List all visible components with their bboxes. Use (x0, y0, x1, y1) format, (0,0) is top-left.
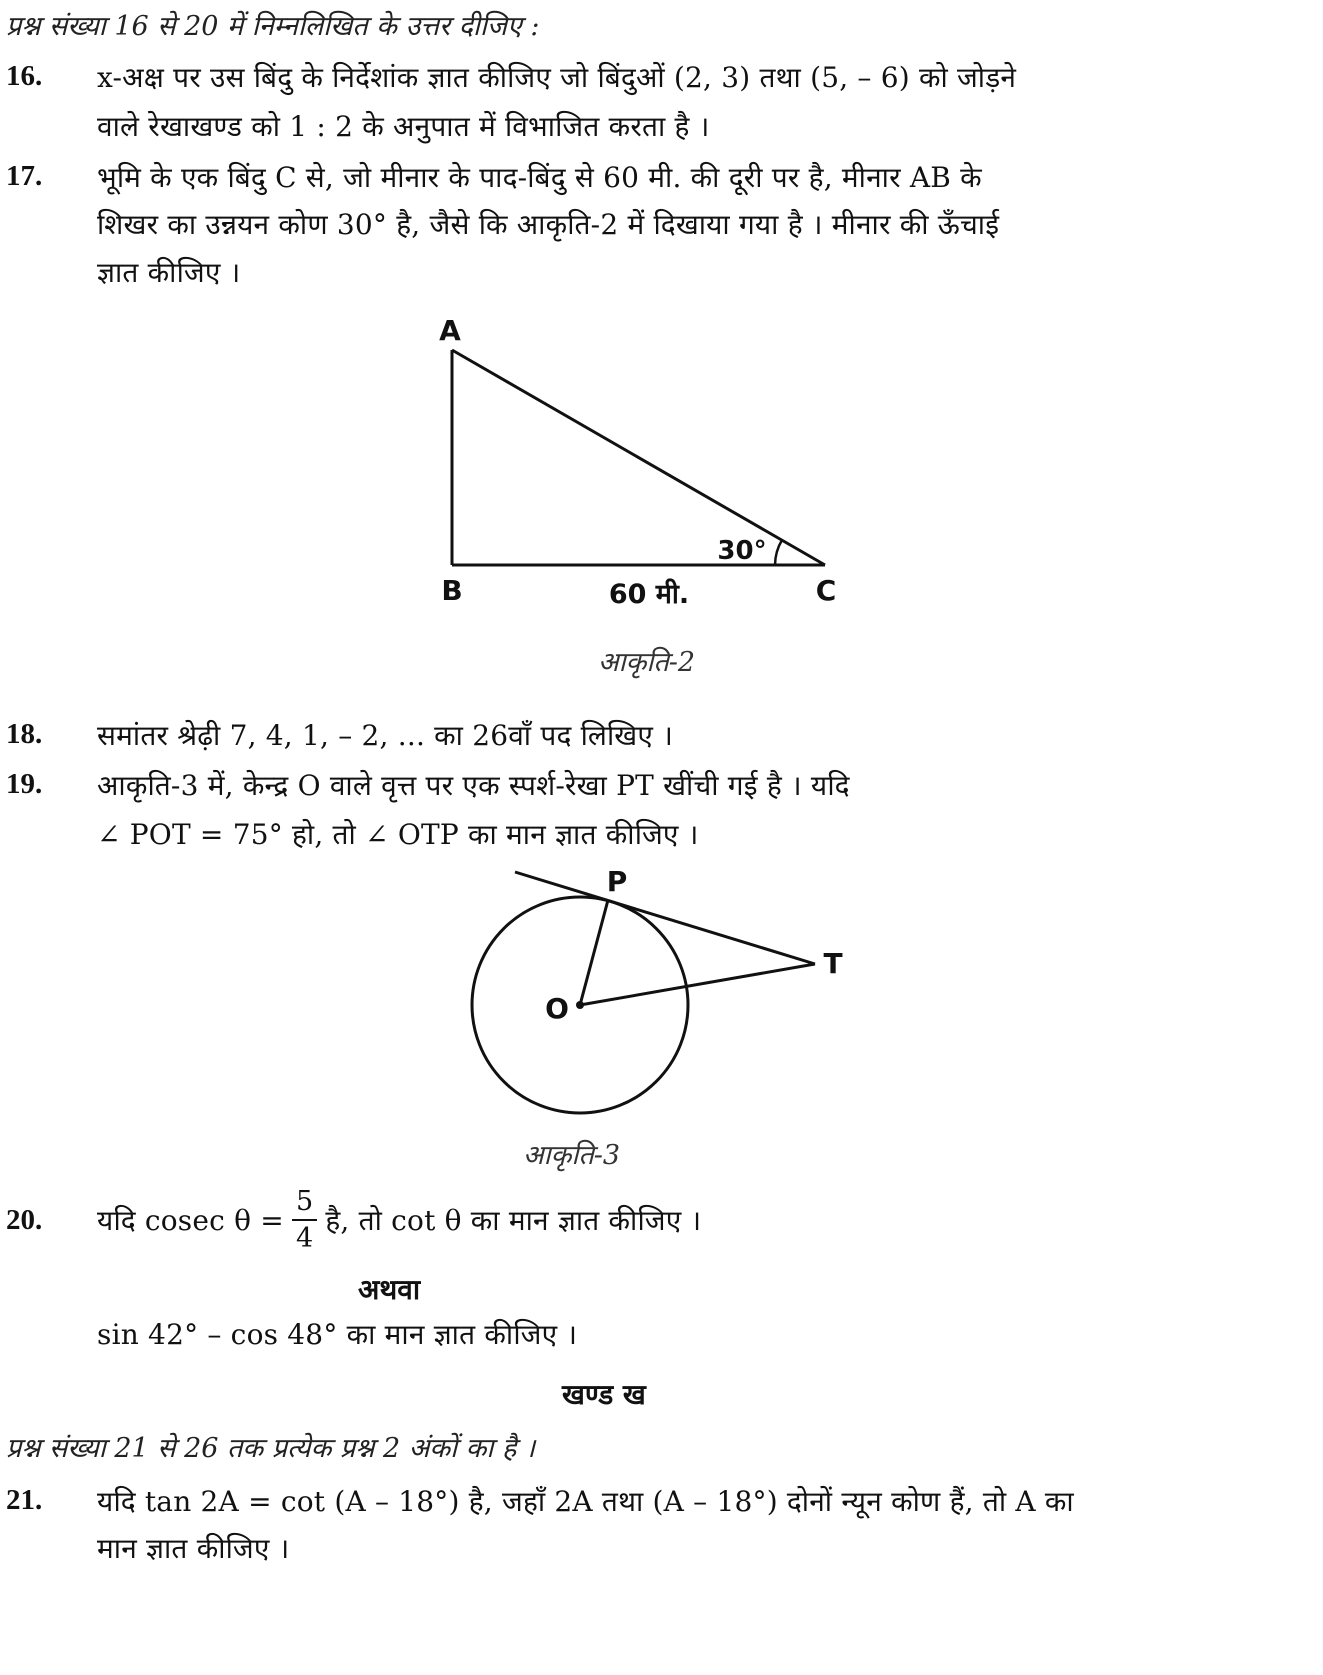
tangent-pt (515, 872, 815, 964)
section-b-heading: खण्ड ख (562, 1378, 646, 1411)
or-heading: अथवा (358, 1273, 421, 1306)
question-number: 16. (6, 60, 43, 92)
figure-2-triangle (420, 305, 880, 625)
question-17-line-2: शिखर का उन्नयन कोण 30° है, जैसे कि आकृति-2 में दिखाया गया है । मीनार की ऊँचाई (97, 208, 1000, 241)
question-20-alternative: sin 42° – cos 48° का मान ज्ञात कीजिए । (97, 1318, 578, 1351)
section-instruction: प्रश्न संख्या 21 से 26 तक प्रत्येक प्रश्न 2 अंकों का है । (6, 1433, 536, 1464)
label-c: C (815, 574, 837, 607)
label-b: B (441, 574, 463, 607)
question-number: 17. (6, 160, 43, 192)
fraction-denominator: 4 (295, 1223, 314, 1254)
base-label: 60 मी. (608, 579, 690, 610)
center-point (576, 1001, 584, 1009)
label-p: P (606, 865, 628, 898)
question-17-line-3: ज्ञात कीजिए । (97, 256, 241, 289)
section-instruction: प्रश्न संख्या 16 से 20 में निम्नलिखित के उत्तर दीजिए : (6, 11, 540, 42)
figure-2-caption: आकृति-2 (598, 647, 696, 678)
fraction-numerator: 5 (292, 1188, 317, 1221)
label-t: T (823, 947, 843, 980)
question-number: 21. (6, 1484, 43, 1516)
figure-3-caption: आकृति-3 (523, 1140, 621, 1171)
label-a: A (439, 314, 461, 347)
angle-label: 30° (717, 536, 767, 566)
question-19-line-2: ∠ POT = 75° हो, तो ∠ OTP का मान ज्ञात कीजिए । (97, 818, 699, 851)
question-21-line-2: मान ज्ञात कीजिए । (97, 1532, 290, 1565)
question-21-line-1: यदि tan 2A = cot (A – 18°) है, जहाँ 2A तथा (A – 18°) दोनों न्यून कोण हैं, तो A का (97, 1485, 1074, 1518)
segment-ot (580, 964, 815, 1005)
question-16-line-1: x-अक्ष पर उस बिंदु के निर्देशांक ज्ञात कीजिए जो बिंदुओं (2, 3) तथा (5, – 6) को जोड़ने (97, 61, 1017, 94)
angle-arc (775, 540, 782, 565)
fraction-5-4 (292, 1188, 317, 1252)
question-18-line-1: समांतर श्रेढ़ी 7, 4, 1, – 2, ... का 26वाँ पद लिखिए । (97, 719, 674, 752)
question-20-suffix: है, तो cot θ का मान ज्ञात कीजिए । (325, 1204, 702, 1237)
figure-3-circle (460, 858, 860, 1126)
question-number: 19. (6, 768, 43, 800)
question-number: 20. (6, 1204, 43, 1236)
question-17-line-1: भूमि के एक बिंदु C से, जो मीनार के पाद-बिंदु से 60 मी. की दूरी पर है, मीनार AB के (97, 161, 982, 194)
question-20-line-1 (97, 1184, 701, 1256)
label-o: O (545, 992, 569, 1025)
question-number: 18. (6, 718, 43, 750)
radius-op (580, 900, 608, 1005)
question-20-prefix: यदि cosec θ = (97, 1204, 284, 1237)
question-16-line-2: वाले रेखाखण्ड को 1 : 2 के अनुपात में विभाजित करता है । (97, 110, 710, 143)
question-19-line-1: आकृति-3 में, केन्द्र O वाले वृत्त पर एक स्पर्श-रेखा PT खींची गई है । यदि (97, 769, 850, 802)
side-ac (452, 350, 825, 565)
